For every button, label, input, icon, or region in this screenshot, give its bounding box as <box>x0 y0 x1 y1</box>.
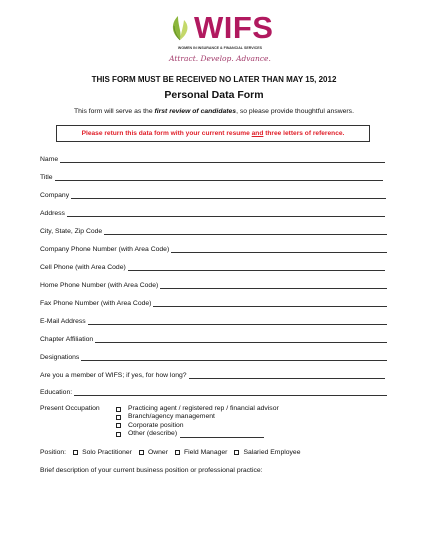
option-label: Salaried Employee <box>243 449 301 456</box>
option-label: Corporate position <box>128 421 184 429</box>
field-label: Company <box>40 192 70 199</box>
company-input-line[interactable] <box>71 191 386 199</box>
position-option[interactable] <box>73 449 132 456</box>
occupation-option[interactable] <box>116 405 279 413</box>
occupation-option[interactable] <box>116 430 279 438</box>
email-input-line[interactable] <box>88 317 387 325</box>
notice-before: Please return this data form with your current resume <box>81 130 252 137</box>
checkbox[interactable] <box>116 415 121 420</box>
occupation-options <box>116 405 279 438</box>
designations-field <box>40 351 387 361</box>
checkbox[interactable] <box>116 432 121 437</box>
page-title: Personal Data Form <box>164 89 264 101</box>
field-label: Are you a member of WIFS; if yes, for how long? <box>40 372 187 379</box>
wifs-member-input-line[interactable] <box>189 371 385 379</box>
title-field <box>40 171 383 181</box>
logo-text: WIFS <box>194 10 274 45</box>
company-field <box>40 189 386 199</box>
logo-subtitle: WOMEN IN INSURANCE & FINANCIAL SERVICES <box>177 46 263 50</box>
cell-phone-input-line[interactable] <box>128 263 385 271</box>
wifs-member-field <box>40 369 385 379</box>
checkbox[interactable] <box>175 450 180 455</box>
checkbox[interactable] <box>139 450 144 455</box>
city-state-zip-field <box>40 225 387 235</box>
return-notice <box>56 125 370 142</box>
other-describe-line[interactable] <box>180 431 264 438</box>
field-label: Fax Phone Number (with Area Code) <box>40 300 152 307</box>
city-state-zip-input-line[interactable] <box>104 227 387 235</box>
leaf-logo-icon <box>168 14 192 42</box>
field-label: City, State, Zip Code <box>40 228 103 235</box>
field-label: Education: <box>40 389 73 396</box>
intro-emphasis: first review of candidates <box>154 108 237 115</box>
deadline-notice: THIS FORM MUST BE RECEIVED NO LATER THAN MAY 15, 2012 <box>91 75 337 84</box>
option-label: Owner <box>147 449 168 456</box>
field-label: Name <box>40 156 59 163</box>
checkbox[interactable] <box>234 450 239 455</box>
position-option[interactable] <box>175 449 227 456</box>
chapter-affiliation-input-line[interactable] <box>95 335 387 343</box>
notice-underlined: and <box>251 130 264 137</box>
checkbox[interactable] <box>73 450 78 455</box>
fax-phone-input-line[interactable] <box>153 299 387 307</box>
field-label: E-Mail Address <box>40 318 86 325</box>
home-phone-input-line[interactable] <box>160 281 387 289</box>
intro-text <box>0 108 428 115</box>
name-field <box>40 153 385 163</box>
field-label: Company Phone Number (with Area Code) <box>40 246 170 253</box>
occupation-option[interactable] <box>116 422 279 430</box>
position-option[interactable] <box>139 449 168 456</box>
title-input-line[interactable] <box>55 173 383 181</box>
option-label: Branch/agency management <box>128 413 215 421</box>
position-option[interactable] <box>234 449 300 456</box>
present-occupation-label: Present Occupation <box>40 405 100 412</box>
wifs-logo <box>168 12 272 74</box>
name-input-line[interactable] <box>60 155 385 163</box>
fax-phone-field <box>40 297 387 307</box>
option-label: Solo Practitioner <box>82 449 132 456</box>
cell-phone-field <box>40 261 385 271</box>
company-phone-input-line[interactable] <box>171 245 387 253</box>
logo-tagline: Attract. Develop. Advance. <box>169 54 271 63</box>
notice-after: three letters of reference. <box>263 130 345 137</box>
field-label: Home Phone Number (with Area Code) <box>40 282 159 289</box>
option-label: Field Manager <box>183 449 228 456</box>
chapter-affiliation-field <box>40 333 387 343</box>
field-label: Chapter Affiliation <box>40 336 94 343</box>
company-phone-field <box>40 243 387 253</box>
brief-description-label: Brief description of your current business position or professional practice: <box>40 467 263 474</box>
field-label: Address <box>40 210 65 217</box>
education-field <box>40 386 387 396</box>
education-input-line[interactable] <box>74 388 387 396</box>
designations-input-line[interactable] <box>81 353 387 361</box>
option-label: Other (describe) <box>128 429 178 437</box>
position-label: Position: <box>40 449 67 456</box>
position-row <box>40 449 301 456</box>
field-label: Title <box>40 174 53 181</box>
field-label: Cell Phone (with Area Code) <box>40 264 126 271</box>
address-input-line[interactable] <box>67 209 385 217</box>
checkbox[interactable] <box>116 407 121 412</box>
field-label: Designations <box>40 354 80 361</box>
intro-after: , so please provide thoughtful answers. <box>236 108 354 115</box>
occupation-option[interactable] <box>116 413 279 421</box>
home-phone-field <box>40 279 387 289</box>
checkbox[interactable] <box>116 423 121 428</box>
email-field <box>40 315 387 325</box>
option-label: Practicing agent / registered rep / financial advisor <box>128 405 279 412</box>
address-field <box>40 207 385 217</box>
intro-before: This form will serve as the <box>74 108 155 115</box>
